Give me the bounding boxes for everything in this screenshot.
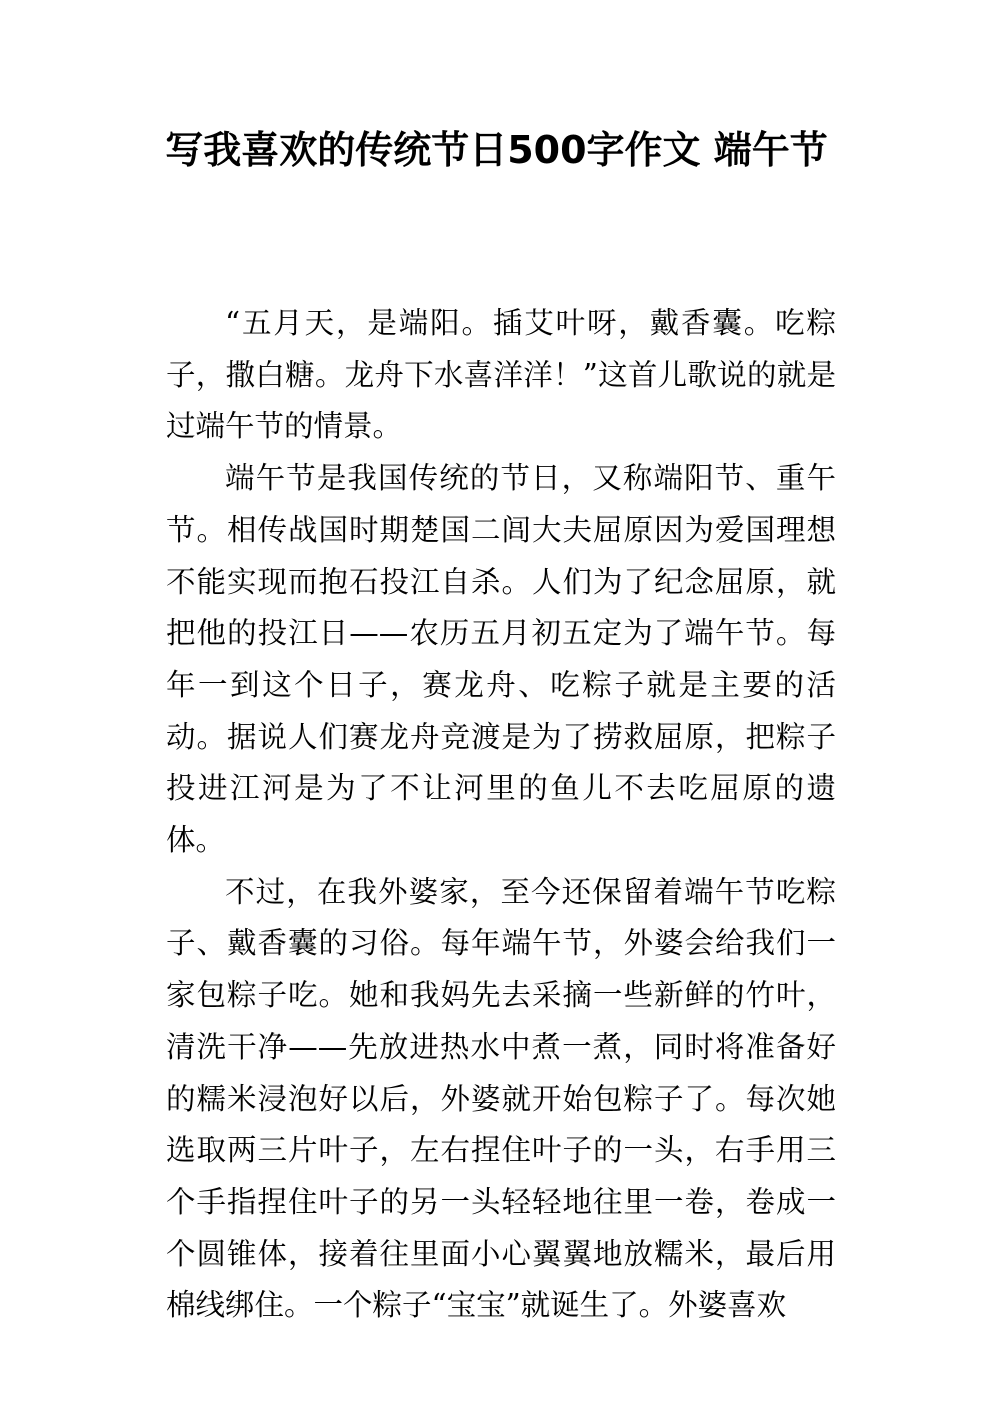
article-body bbox=[166, 298, 836, 1332]
paragraph-3: 不过，在我外婆家，至今还保留着端午节吃粽子、戴香囊的习俗。每年端午节，外婆会给我们一家包粽子吃。她和我妈先去采摘一些新鲜的竹叶，清洗干净——先放进热水中煮一煮，同时将准备好的糯米浸泡好以后，外婆就开始包粽子了。每次她选取两三片叶子，左右捏住叶子的一头，右手用三个手指捏住叶子的另一头轻轻地往里一卷，卷成一个圆锥体，接着往里面小心翼翼地放糯米，最后用棉线绑住。一个粽子“宝宝”就诞生了。外婆喜欢 bbox=[166, 874, 836, 1323]
paragraph-2: 端午节是我国传统的节日，又称端阳节、重午节。相传战国时期楚国二闾大夫屈原因为爱国理想不能实现而抱石投江自杀。人们为了纪念屈原，就把他的投江日——农历五月初五定为了端午节。每年一到这个日子，赛龙舟、吃粽子就是主要的活动。据说人们赛龙舟竞渡是为了捞救屈原，把粽子投进江河是为了不让河里的鱼儿不去吃屈原的遗体。 bbox=[166, 461, 836, 858]
page-title: 写我喜欢的传统节日500字作文 端午节 bbox=[165, 128, 828, 172]
paragraph-1: “五月天，是端阳。插艾叶呀，戴香囊。吃粽子，撒白糖。龙舟下水喜洋洋！”这首儿歌说的就是过端午节的情景。 bbox=[166, 306, 836, 444]
